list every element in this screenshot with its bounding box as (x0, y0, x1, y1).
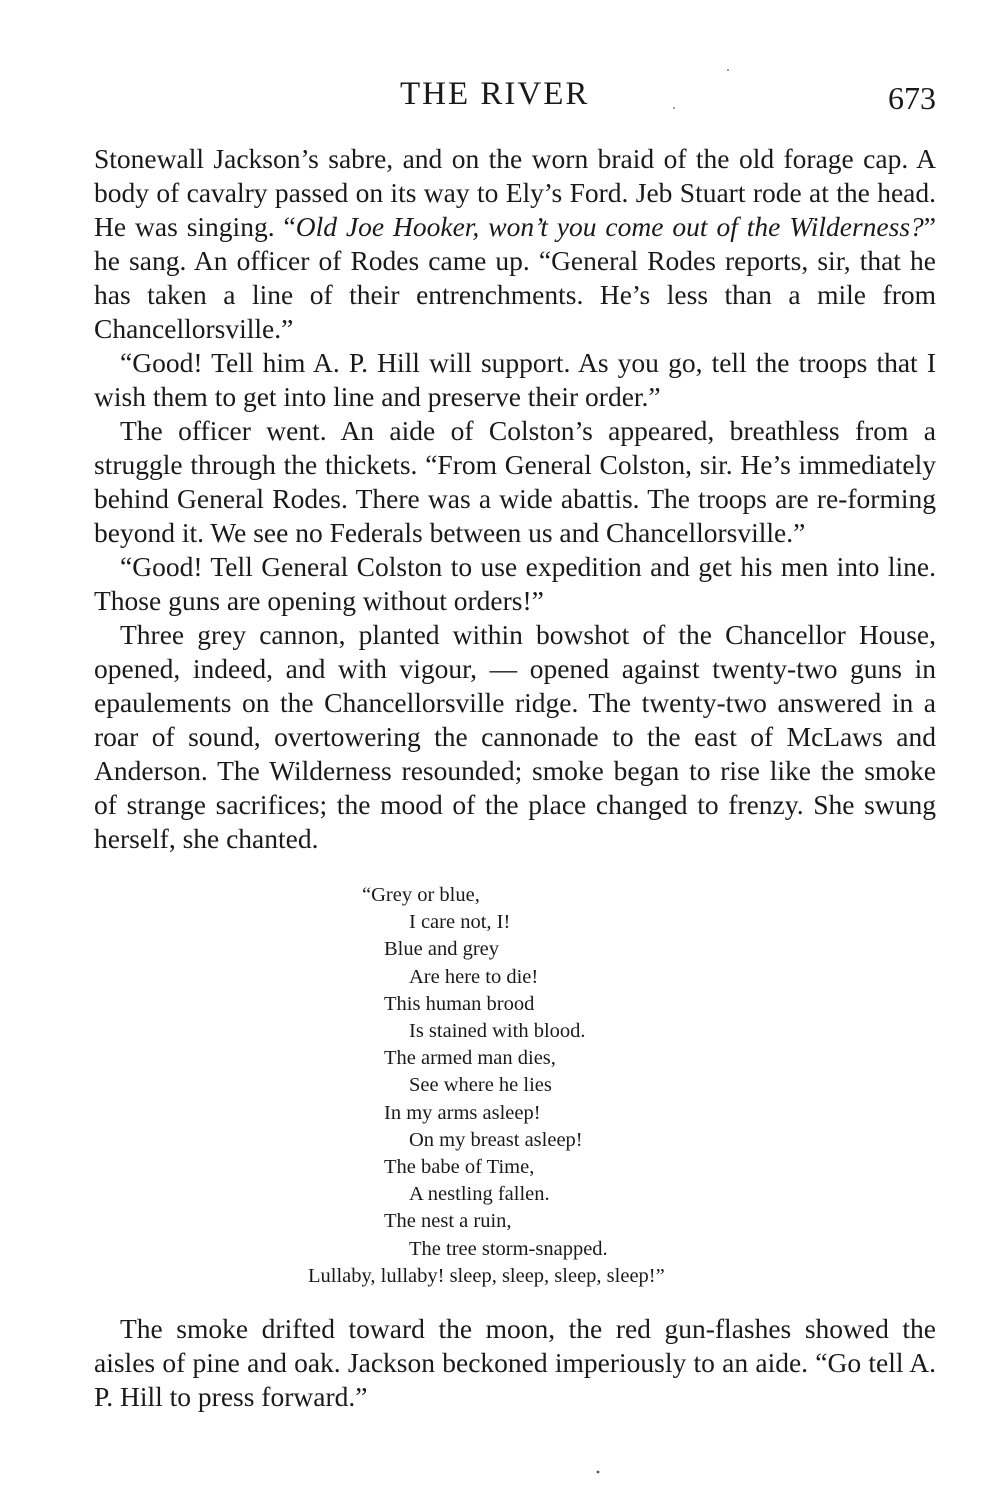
scan-speck (597, 1471, 600, 1474)
verse-line: The nest a ruin, (384, 1210, 512, 1233)
verse-line: A nestling fallen. (409, 1183, 550, 1206)
paragraph-4-text: “Good! Tell General Colston to use expedition and get his men into line. Those guns are opening without orders!” (94, 551, 936, 616)
verse-line: This human brood (384, 992, 535, 1015)
verse-line: Blue and grey (384, 938, 499, 961)
verse-line: The armed man dies, (384, 1047, 556, 1070)
page-number: 673 (888, 80, 936, 116)
scan-speck (673, 107, 675, 109)
song-title-italic: Old Joe Hooker, won’t you come out of the Wilderness? (295, 211, 924, 242)
verse-line: The babe of Time, (384, 1156, 535, 1179)
closing-paragraph: The smoke drifted toward the moon, the red gun-flashes showed the aisles of pine and oak. Jackson beckoned imperiously to an aide. “Go tell A. P. Hill to press forward.” (94, 1313, 936, 1413)
running-head: THE RIVER (400, 76, 590, 112)
paragraph-3-text: The officer went. An aide of Colston’s appeared, breathless from a struggle through the thickets. “From General Colston, sir. He’s immediately behind General Rodes. There was a wide abattis. The troops are re-forming beyond it. We see no Federals between us and Chancellorsville.” (94, 415, 936, 548)
scan-speck (727, 69, 729, 71)
verse-line: “Grey or blue, (362, 884, 480, 906)
paragraph-1-text-end: ” he sang. An officer of Rodes came up. “General Rodes reports, sir, that he has taken a line of their entrenchments. He’s less than a mile from Chancellorsville.” (94, 211, 936, 344)
verse-line: I care not, I! (409, 911, 511, 934)
verse-line: Are here to die! (409, 965, 539, 988)
verse-line: Is stained with blood. (409, 1020, 586, 1043)
paragraph-5-text: Three grey cannon, planted within bowshot of the Chancellor House, opened, indeed, and with vigour, — opened against twenty-two guns in epaulements on the Chancellorsville ridge. The twenty-two answered in a roar of sound, overtowering the cannonade to the east of McLaws and Anderson. The Wilderness resounded; smoke began to rise like the smoke of strange sacrifices; the mood of the place changed to frenzy. She swung herself, she chanted. (94, 619, 936, 854)
paragraph-1-text: Stonewall Jackson’s sabre, and on the worn braid of the old forage cap. A body of cavalry passed on its way to Ely’s Ford. Jeb Stuart rode at the head. He was singing. “ (94, 143, 936, 242)
verse-line: In my arms asleep! (384, 1101, 541, 1124)
verse-line: See where he lies (409, 1074, 552, 1097)
paragraph-2-text: “Good! Tell him A. P. Hill will support. As you go, tell the troops that I wish them to get into line and preserve their order.” (94, 347, 936, 412)
verse-line: Lullaby, lullaby! sleep, sleep, sleep, sleep!” (308, 1264, 665, 1287)
verse-line: On my breast asleep! (409, 1128, 583, 1151)
verse-line: The tree storm-snapped. (409, 1237, 608, 1260)
